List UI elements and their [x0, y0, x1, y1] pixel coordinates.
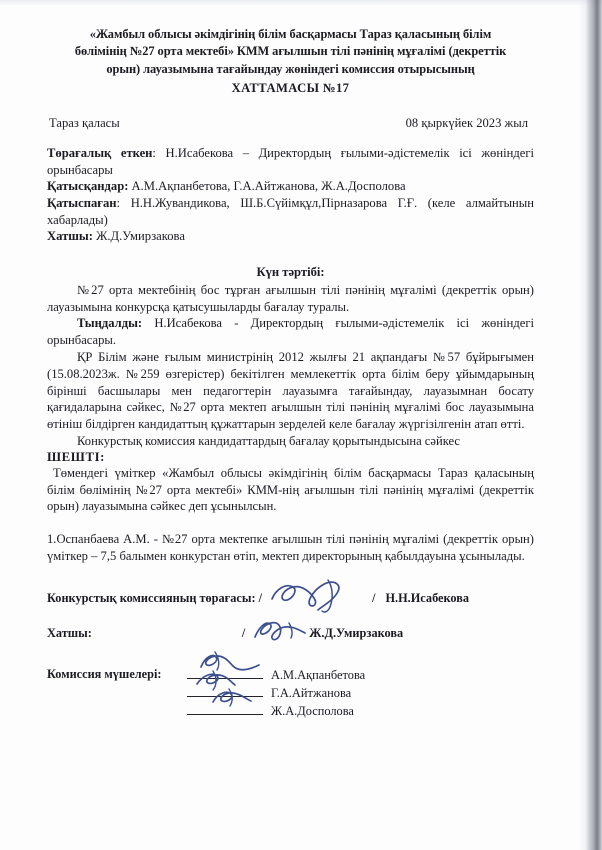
- present-label: Қатысқандар:: [47, 179, 129, 194]
- absent-line: [47, 195, 534, 228]
- signature-area: [47, 590, 534, 718]
- title-line-2: бөлімінің №27 орта мектебі» КММ ағылшын тілі пәнінің мұғалімі (декреттік: [74, 44, 507, 59]
- heard-line: [47, 315, 534, 349]
- document-content: [47, 26, 534, 718]
- chair-signature-slash: /: [372, 590, 376, 605]
- member-row: [187, 661, 534, 682]
- title-line-3: орын) лауазымына тағайындау жөніндегі комиссия отырысының: [106, 61, 475, 76]
- present-line: [47, 178, 534, 195]
- attendance-block: [47, 145, 534, 245]
- present-value: А.М.Ақпанбетова, Г.А.Айтжанова, Ж.А.Досполова: [128, 179, 406, 194]
- commission-members-block: [47, 661, 534, 718]
- member-name: Г.А.Айтжанова: [271, 685, 352, 700]
- secretary-signature-role: Хатшы:: [47, 625, 92, 640]
- member-row: [187, 697, 534, 718]
- secretary-line: [47, 228, 534, 245]
- city-date-row: [47, 116, 534, 131]
- secretary-signature-row: [47, 626, 534, 641]
- chair-signature-name: Н.Н.Исабекова: [385, 590, 470, 605]
- member-name: А.М.Ақпанбетова: [271, 667, 366, 682]
- absent-value: : Н.Н.Жувандикова, Ш.Б.Сүйімқұл,Пірназарова Г.Ғ. (келе алмайтынын хабарлады): [47, 196, 534, 227]
- chair-line: [47, 145, 534, 178]
- secretary-label: Хатшы:: [47, 229, 93, 244]
- heard-value: Н.Исабекова - Директордың ғылыми-әдістемелік ісі жөніндегі орынбасары.: [47, 316, 534, 348]
- date-label: 08 қыркүйек 2023 жыл: [405, 116, 528, 131]
- secretary-signature-name: Ж.Д.Умирзакова: [309, 625, 404, 640]
- decision-paragraph: Төмендегі үміткер «Жамбыл облысы әкімдігінің білім басқармасы Тараз қаласының білім бөлімінің №27 орта мектебі» КММ-нің ағылшын тілі пәнінің мұғалімі (декреттік орын) лауазымына сәйкес деп ұсынылсын.: [47, 465, 534, 514]
- chair-signature-row: [47, 591, 534, 606]
- handwritten-signature-icon: [249, 617, 311, 645]
- absent-label: Қатыспаған: [47, 196, 117, 210]
- chair-signature-role: Конкурстық комиссияның төрағасы: /: [47, 590, 263, 605]
- secretary-value: Ж.Д.Умирзакова: [92, 229, 185, 244]
- member-name: Ж.А.Досполова: [271, 703, 354, 718]
- signature-rule: [187, 713, 263, 715]
- scan-top-shadow: [0, 0, 602, 6]
- chair-value: : Н.Исабекова – Директордың ғылыми-әдістемелік ісі жөніндегі орынбасары: [47, 146, 534, 177]
- city-label: Тараз қаласы: [49, 116, 120, 131]
- agenda-item: №27 орта мектебінің бос тұрған ағылшын тілі пәнінің мұғалімі (декреттік орын) лауазымына конкурсқа қатысушыларды бағалау туралы.: [47, 282, 534, 314]
- secretary-signature-slash: /: [241, 625, 246, 640]
- members-list: [187, 661, 534, 718]
- decision-keyword: ШЕШТІ:: [47, 449, 106, 464]
- commission-paragraph: Конкурстық комиссия кандидаттардың бағалау қорытындысына сәйкес: [77, 433, 461, 448]
- chair-label: Төрағалық еткен: [47, 146, 153, 161]
- scan-right-shadow: [578, 0, 602, 850]
- document-title: [47, 26, 534, 97]
- ministry-paragraph: ҚР Білім және ғылым министрінің 2012 жылғы 21 ақпандағы №57 бұйрығымен (15.08.2023ж. №259 өзгерістер) бекітілген мемлекеттік орта білім беру ұйымдарының бірінші басшылары мен педагогтерін лауазымға тағайындау, лауазымнан босату қағидаларына сәйкес, №27 орта мектеп ағылшын тілі пәнінің мұғалімі бос лауазымына өтініш білдірген кандидаттың құжаттарын зерделей келе бағалау жүргізілгенін атап өтті.: [47, 349, 534, 432]
- members-label: Комиссия мүшелері:: [47, 666, 162, 681]
- handwritten-signature-icon: [266, 578, 370, 612]
- title-line-1: «Жамбыл облысы әкімдігінің білім басқармасы Тараз қаласының білім: [89, 27, 492, 41]
- protocol-number: ХАТТАМАСЫ №17: [231, 81, 350, 96]
- member-row: [187, 679, 534, 700]
- candidate-item: 1.Оспанбаева А.М. - №27 орта мектепке ағылшын тілі пәнінің мұғалімі (декреттік орын) үміткер – 7,5 балымен конкурстан өтіп, мектеп директорының қабылдауына ұсынылады.: [47, 532, 534, 563]
- agenda-heading: Күн тәртібі:: [256, 264, 325, 279]
- heard-label: Тыңдалды:: [77, 316, 143, 331]
